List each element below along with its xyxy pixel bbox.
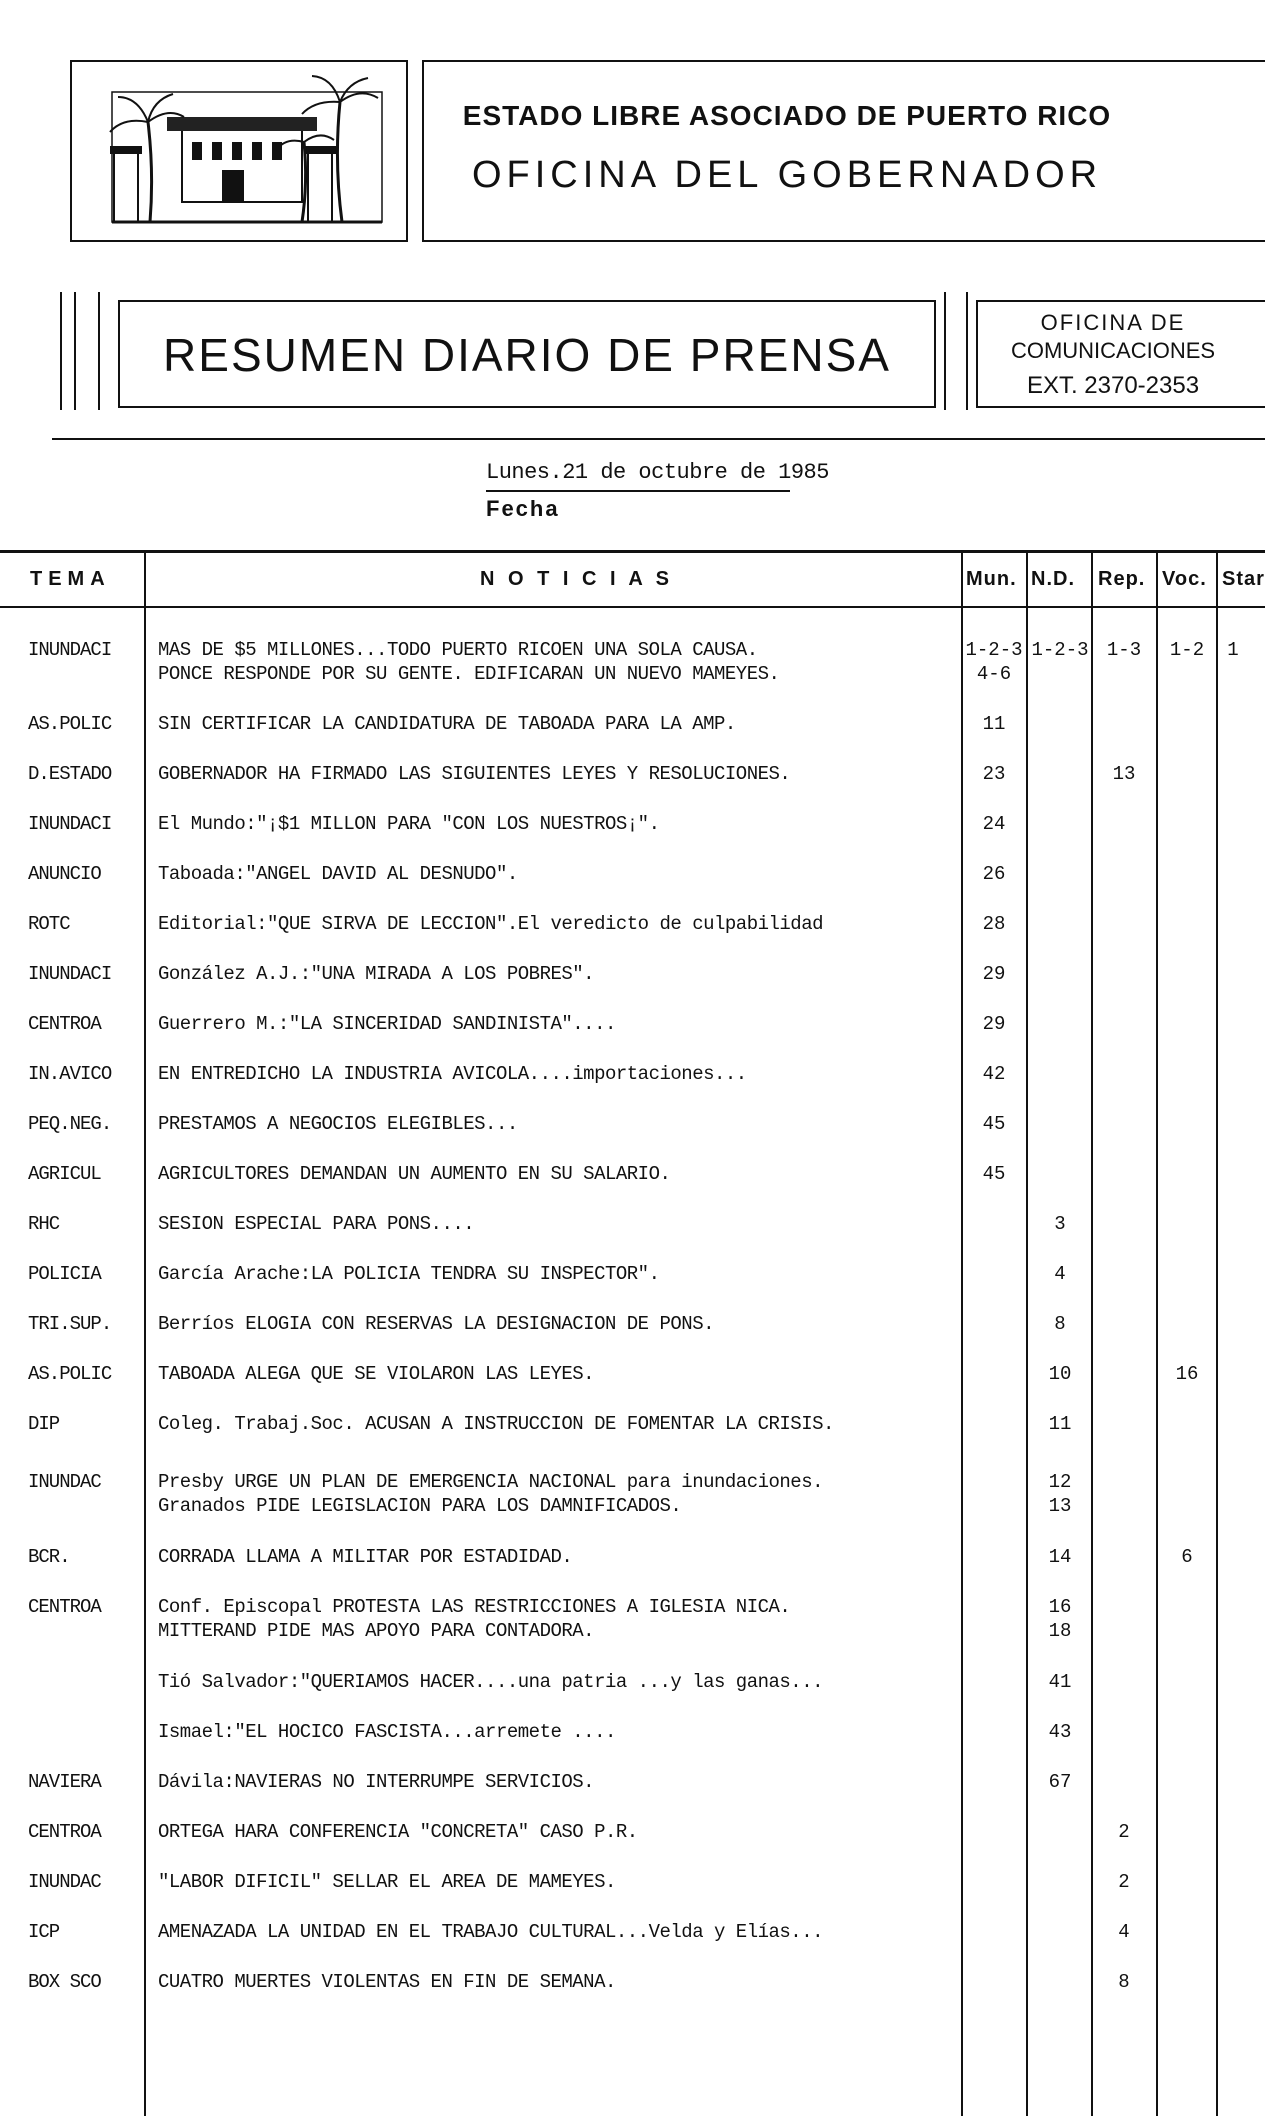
row-topic: PEQ.NEG. xyxy=(28,1113,112,1135)
row-headline: AGRICULTORES DEMANDAN UN AUMENTO EN SU SALARIO. xyxy=(158,1163,671,1185)
row-mundo-page: 26 xyxy=(982,863,1006,885)
row-topic: INUNDACI xyxy=(28,813,112,835)
row-topic: BOX SCO xyxy=(28,1971,101,1993)
row-nuevo-dia-page: 43 xyxy=(1048,1721,1072,1743)
col-header-voc: Voc. xyxy=(1162,568,1207,590)
date-underline xyxy=(486,490,790,492)
row-mundo-page: 11 xyxy=(982,713,1006,735)
communications-line2: COMUNICACIONES xyxy=(1010,338,1216,363)
row-nuevo-dia-page: 67 xyxy=(1048,1771,1072,1793)
date-label: Fecha xyxy=(486,496,560,521)
row-topic: ICP xyxy=(28,1921,60,1943)
col-divider-star xyxy=(1216,550,1218,2116)
row-headline: Dávila:NAVIERAS NO INTERRUMPE SERVICIOS. xyxy=(158,1771,595,1793)
table-top-rule xyxy=(0,550,1265,553)
row-headline: Berríos ELOGIA CON RESERVAS LA DESIGNACION DE PONS. xyxy=(158,1313,714,1335)
communications-line1: OFICINA DE xyxy=(1040,310,1186,335)
row-vocero-page: 6 xyxy=(1181,1546,1193,1568)
row-mundo-page: 45 xyxy=(982,1113,1006,1135)
row-nuevo-dia-page: 41 xyxy=(1048,1671,1072,1693)
row-star-page: 1 xyxy=(1227,639,1239,661)
banner-right-bars xyxy=(944,292,968,410)
communications-box xyxy=(976,300,1265,408)
row-mundo-page: 4-6 xyxy=(976,663,1012,685)
col-divider-voc xyxy=(1156,550,1158,2116)
row-nuevo-dia-page: 12 13 xyxy=(1048,1471,1072,1517)
row-nuevo-dia-page: 11 xyxy=(1048,1413,1072,1435)
row-topic: INUNDAC xyxy=(28,1471,101,1493)
row-mundo-page: 28 xyxy=(982,913,1006,935)
row-mundo-page: 24 xyxy=(982,813,1006,835)
row-topic: INUNDACI xyxy=(28,639,112,661)
row-headline: GOBERNADOR HA FIRMADO LAS SIGUIENTES LEYES Y RESOLUCIONES. xyxy=(158,763,791,785)
communications-extension: EXT. 2370-2353 xyxy=(1026,372,1200,399)
banner-left-bars xyxy=(60,292,100,410)
row-headline: TABOADA ALEGA QUE SE VIOLARON LAS LEYES. xyxy=(158,1363,595,1385)
row-topic: D.ESTADO xyxy=(28,763,112,785)
col-divider-tema xyxy=(144,550,146,2116)
row-mundo-page: 45 xyxy=(982,1163,1006,1185)
col-header-nd: N.D. xyxy=(1031,568,1075,590)
governor-mansion-logo xyxy=(72,62,406,240)
row-vocero-page: 1-2 xyxy=(1169,639,1205,661)
row-reportero-page: 2 xyxy=(1118,1821,1130,1843)
col-header-noticias: N O T I C I A S xyxy=(480,568,673,590)
row-topic: POLICIA xyxy=(28,1263,101,1285)
row-topic: INUNDAC xyxy=(28,1871,101,1893)
row-nuevo-dia-page: 14 xyxy=(1048,1546,1072,1568)
banner-box xyxy=(118,300,936,408)
row-topic: TRI.SUP. xyxy=(28,1313,112,1335)
row-nuevo-dia-page: 8 xyxy=(1054,1313,1066,1335)
row-headline: Ismael:"EL HOCICO FASCISTA...arremete .... xyxy=(158,1721,616,1743)
row-topic: RHC xyxy=(28,1213,60,1235)
row-topic: AS.POLIC xyxy=(28,713,112,735)
row-reportero-page: 1-3 xyxy=(1106,639,1142,661)
row-headline: Presby URGE UN PLAN DE EMERGENCIA NACIONAL para inundaciones. xyxy=(158,1471,824,1493)
row-headline: Tió Salvador:"QUERIAMOS HACER....una patria ...y las ganas... xyxy=(158,1671,824,1693)
row-topic: AS.POLIC xyxy=(28,1363,112,1385)
row-headline: Taboada:"ANGEL DAVID AL DESNUDO". xyxy=(158,863,518,885)
row-reportero-page: 4 xyxy=(1118,1921,1130,1943)
row-topic: IN.AVICO xyxy=(28,1063,112,1085)
row-headline: MITTERAND PIDE MAS APOYO PARA CONTADORA. xyxy=(158,1620,595,1642)
row-mundo-page: 1-2-3 xyxy=(965,639,1023,661)
col-header-mun: Mun. xyxy=(966,568,1017,590)
header-divider xyxy=(52,438,1265,440)
row-topic: AGRICUL xyxy=(28,1163,101,1185)
title-box xyxy=(422,60,1265,242)
row-nuevo-dia-page: 4 xyxy=(1054,1263,1066,1285)
row-mundo-page: 29 xyxy=(982,963,1006,985)
row-nuevo-dia-page: 16 18 xyxy=(1048,1596,1072,1642)
row-headline: PONCE RESPONDE POR SU GENTE. EDIFICARAN UN NUEVO MAMEYES. xyxy=(158,663,780,685)
row-vocero-page: 16 xyxy=(1175,1363,1199,1385)
row-topic: CENTROA xyxy=(28,1596,101,1618)
col-header-rep: Rep. xyxy=(1098,568,1146,590)
row-topic: ROTC xyxy=(28,913,70,935)
row-headline: "LABOR DIFICIL" SELLAR EL AREA DE MAMEYES. xyxy=(158,1871,616,1893)
table-head-rule xyxy=(0,606,1265,608)
logo-box xyxy=(70,60,408,242)
row-nuevo-dia-page: 3 xyxy=(1054,1213,1066,1235)
row-topic: BCR. xyxy=(28,1546,70,1568)
row-headline: Conf. Episcopal PROTESTA LAS RESTRICCIONES A IGLESIA NICA. xyxy=(158,1596,791,1618)
row-topic: ANUNCIO xyxy=(28,863,101,885)
government-name: ESTADO LIBRE ASOCIADO DE PUERTO RICO xyxy=(462,100,1112,131)
row-nuevo-dia-page: 10 xyxy=(1048,1363,1072,1385)
row-reportero-page: 8 xyxy=(1118,1971,1130,1993)
row-headline: González A.J.:"UNA MIRADA A LOS POBRES". xyxy=(158,963,595,985)
row-headline: CORRADA LLAMA A MILITAR POR ESTADIDAD. xyxy=(158,1546,573,1568)
row-headline: El Mundo:"¡$1 MILLON PARA "CON LOS NUESTROS¡". xyxy=(158,813,660,835)
row-headline: Editorial:"QUE SIRVA DE LECCION".El veredicto de culpabilidad xyxy=(158,913,824,935)
row-reportero-page: 13 xyxy=(1112,763,1136,785)
row-headline: Granados PIDE LEGISLACION PARA LOS DAMNIFICADOS. xyxy=(158,1495,682,1517)
row-mundo-page: 42 xyxy=(982,1063,1006,1085)
row-reportero-page: 2 xyxy=(1118,1871,1130,1893)
row-headline: SIN CERTIFICAR LA CANDIDATURA DE TABOADA PARA LA AMP. xyxy=(158,713,736,735)
office-name: OFICINA DEL GOBERNADOR xyxy=(471,154,1103,196)
row-headline: EN ENTREDICHO LA INDUSTRIA AVICOLA....importaciones... xyxy=(158,1063,747,1085)
row-nuevo-dia-page: 1-2-3 xyxy=(1031,639,1089,661)
col-header-tema: TEMA xyxy=(30,568,111,590)
row-topic: NAVIERA xyxy=(28,1771,101,1793)
row-topic: CENTROA xyxy=(28,1821,101,1843)
row-headline: SESION ESPECIAL PARA PONS.... xyxy=(158,1213,475,1235)
row-headline: ORTEGA HARA CONFERENCIA "CONCRETA" CASO P.R. xyxy=(158,1821,638,1843)
row-headline: Coleg. Trabaj.Soc. ACUSAN A INSTRUCCION DE FOMENTAR LA CRISIS. xyxy=(158,1413,834,1435)
row-headline: MAS DE $5 MILLONES...TODO PUERTO RICOEN UNA SOLA CAUSA. xyxy=(158,639,758,661)
banner-title: RESUMEN DIARIO DE PRENSA xyxy=(163,329,891,381)
date-value: Lunes.21 de octubre de 1985 xyxy=(486,460,829,485)
row-headline: García Arache:LA POLICIA TENDRA SU INSPECTOR". xyxy=(158,1263,660,1285)
row-headline: AMENAZADA LA UNIDAD EN EL TRABAJO CULTURAL...Velda y Elías... xyxy=(158,1921,824,1943)
row-topic: INUNDACI xyxy=(28,963,112,985)
col-header-star: Star xyxy=(1222,568,1265,590)
row-mundo-page: 23 xyxy=(982,763,1006,785)
row-topic: DIP xyxy=(28,1413,60,1435)
row-headline: Guerrero M.:"LA SINCERIDAD SANDINISTA".... xyxy=(158,1013,616,1035)
row-headline: PRESTAMOS A NEGOCIOS ELEGIBLES... xyxy=(158,1113,518,1135)
row-mundo-page: 29 xyxy=(982,1013,1006,1035)
row-headline: CUATRO MUERTES VIOLENTAS EN FIN DE SEMANA. xyxy=(158,1971,616,1993)
row-topic: CENTROA xyxy=(28,1013,101,1035)
